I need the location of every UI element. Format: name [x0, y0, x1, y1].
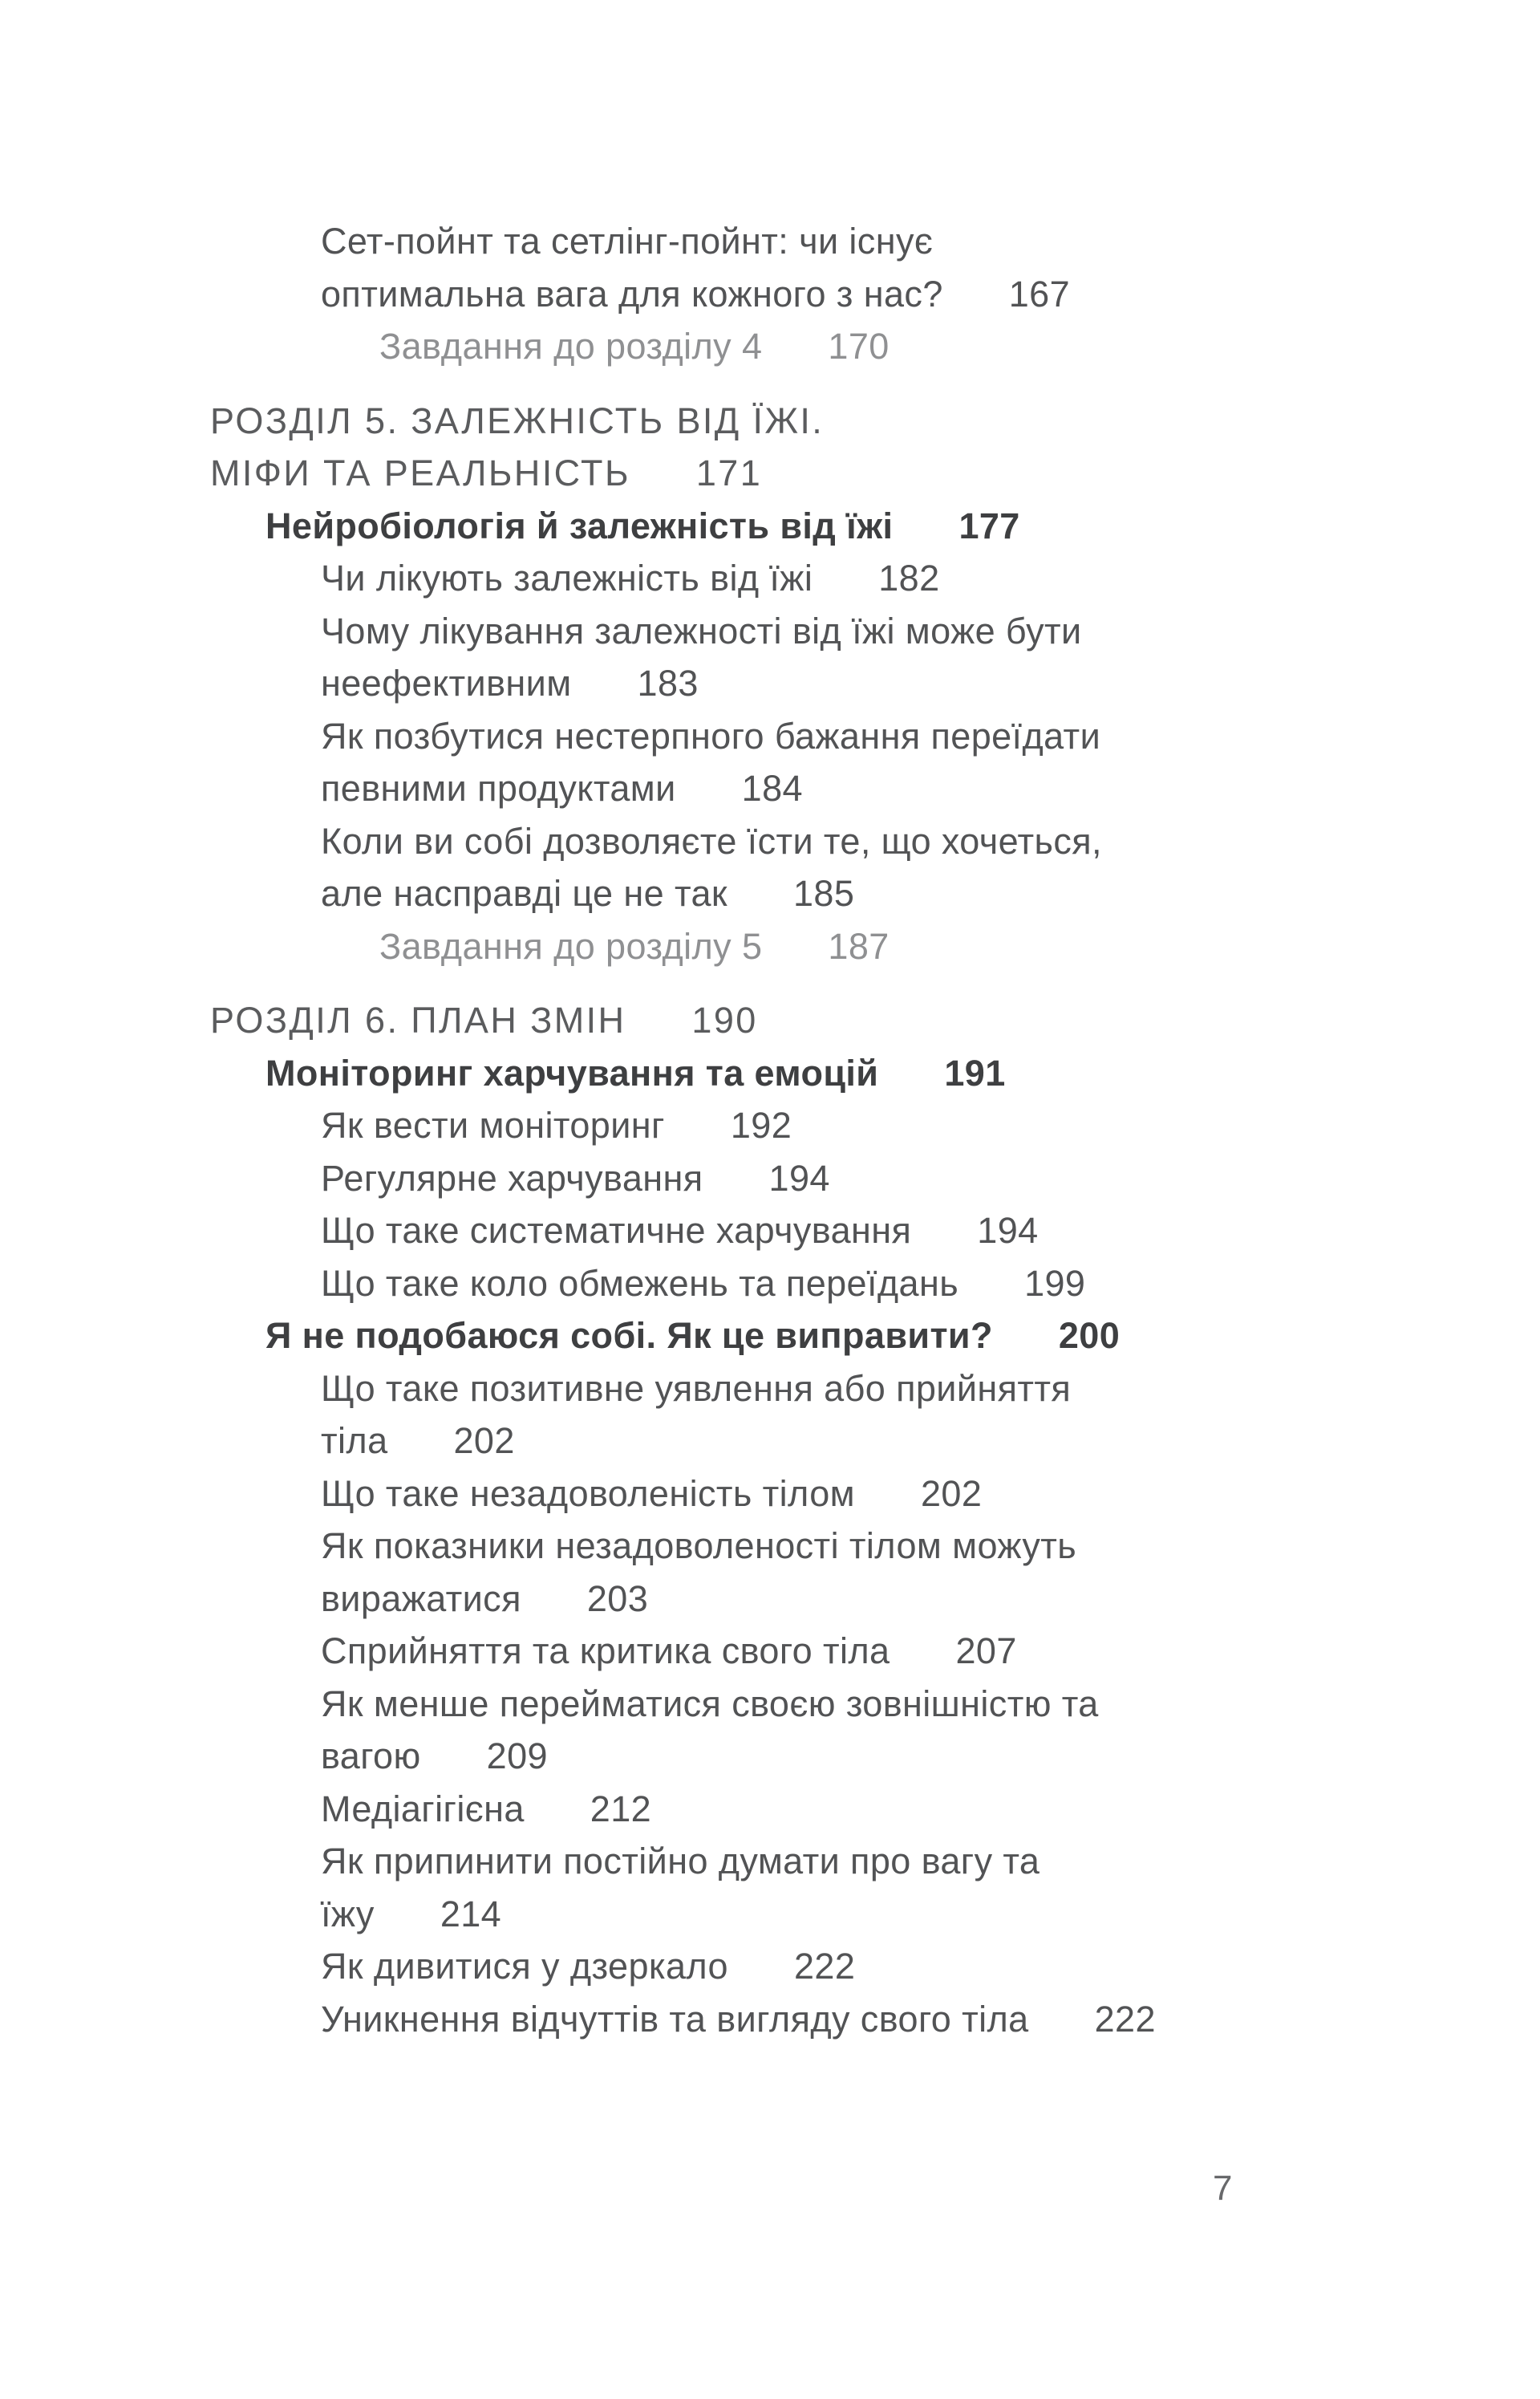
toc-line [321, 1835, 1461, 1888]
toc-line-text: певними продуктами [321, 768, 676, 809]
toc-page-number: 209 [486, 1735, 548, 1776]
toc-page-number: 199 [1024, 1262, 1086, 1304]
toc-line [321, 1783, 1461, 1836]
toc-line [321, 1099, 1461, 1152]
toc-page-number: 191 [944, 1052, 1006, 1094]
toc-line [379, 320, 1461, 373]
toc-line-text: Що таке позитивне уявлення або прийняття [321, 1367, 1072, 1409]
toc-line [321, 710, 1461, 763]
toc-line-text: МІФИ ТА РЕАЛЬНІСТЬ [210, 453, 630, 493]
toc-line [210, 447, 1461, 500]
toc-page-number: 222 [1094, 1998, 1156, 2040]
toc-line [321, 867, 1461, 920]
toc-line-text: Уникнення відчуттів та вигляду свого тіла [321, 1998, 1029, 2040]
toc-page-number: 192 [730, 1105, 792, 1146]
toc-line [321, 552, 1461, 605]
toc-line-text: Що таке коло обмежень та переїдань [321, 1262, 959, 1304]
toc-line [321, 1940, 1461, 1993]
toc-line [321, 215, 1461, 268]
toc-line [321, 1152, 1461, 1205]
toc-line [321, 815, 1461, 868]
toc-page-number: 171 [695, 453, 763, 493]
toc-page-number: 202 [920, 1472, 983, 1514]
toc-line [321, 1467, 1461, 1520]
toc-line-text: тіла [321, 1420, 388, 1461]
toc-page-number: 200 [1058, 1315, 1121, 1356]
toc-line-text: Чи лікують залежність від їжі [321, 558, 813, 599]
toc-line [321, 1520, 1461, 1573]
toc-line-text: Регулярне харчування [321, 1157, 703, 1199]
toc-page-number: 183 [637, 663, 699, 704]
toc-line-text: виражатися [321, 1577, 521, 1619]
toc-line [379, 920, 1461, 973]
toc-line-text: Медіагігієна [321, 1788, 525, 1829]
toc-line-text: Завдання до розділу 4 [379, 326, 763, 367]
toc-line-text: Сет-пойнт та сетлінг-пойнт: чи існує [321, 221, 934, 262]
toc-line-text: вагою [321, 1735, 421, 1776]
toc-page-number: 182 [878, 558, 940, 599]
toc-line [210, 395, 1461, 448]
toc-line [321, 1678, 1461, 1731]
toc-page-number: 214 [440, 1893, 502, 1934]
toc-line-text: Як вести моніторинг [321, 1105, 665, 1146]
toc-page-number: 190 [691, 1000, 758, 1041]
toc-line-text: Як припинити постійно думати про вагу та [321, 1841, 1040, 1881]
toc-line-text: оптимальна вага для кожного з нас? [321, 273, 943, 315]
toc-line-text: Що таке систематичне харчування [321, 1210, 912, 1251]
toc-line [321, 1625, 1461, 1678]
toc-page-number: 170 [828, 326, 890, 367]
toc-line-text: РОЗДІЛ 6. ПЛАН ЗМІН [210, 1000, 626, 1041]
toc-page-number: 222 [793, 1946, 856, 1987]
toc-line-text: неефективним [321, 663, 572, 704]
toc-line [321, 1257, 1461, 1310]
toc-line-text: Як менше перейматися своєю зовнішністю та [321, 1683, 1099, 1724]
toc-line-text: Що таке незадоволеність тілом [321, 1472, 855, 1514]
toc-line-text: Чому лікування залежності від їжі може бути [321, 610, 1082, 652]
toc-line [321, 1204, 1461, 1257]
toc-line-text: Нейробіологія й залежність від їжі [265, 505, 894, 546]
toc-line-text: Завдання до розділу 5 [379, 925, 763, 967]
toc-page-number: 167 [1008, 273, 1071, 315]
toc-line-text: Сприйняття та критика свого тіла [321, 1630, 890, 1671]
toc-page-number: 207 [955, 1630, 1017, 1671]
toc-line [210, 994, 1461, 1047]
toc-line-text: їжу [321, 1893, 375, 1934]
toc-page-number: 194 [768, 1157, 830, 1199]
toc-line [265, 500, 1461, 553]
toc-page-number: 203 [586, 1577, 649, 1619]
toc-line [321, 1730, 1461, 1783]
toc-line [321, 1888, 1461, 1941]
toc-page-number: 184 [741, 768, 803, 809]
toc-line [321, 1993, 1461, 2046]
toc-line [321, 1415, 1461, 1467]
toc-line-text: але насправді це не так [321, 873, 727, 914]
toc-line-text: Як показники незадоволеності тілом можуть [321, 1525, 1077, 1566]
table-of-contents [210, 215, 1461, 2045]
toc-line-text: РОЗДІЛ 5. ЗАЛЕЖНІСТЬ ВІД ЇЖІ. [210, 400, 825, 441]
toc-page-number: 177 [958, 505, 1020, 546]
toc-page-number: 187 [828, 925, 890, 967]
toc-line [321, 657, 1461, 710]
toc-line [321, 1362, 1461, 1415]
toc-line [265, 1309, 1461, 1362]
toc-line-text: Як дивитися у дзеркало [321, 1946, 728, 1987]
toc-line-text: Моніторинг харчування та емоцій [265, 1052, 879, 1094]
toc-line-text: Коли ви собі дозволяєте їсти те, що хочеться, [321, 820, 1102, 862]
toc-line [321, 762, 1461, 815]
toc-line [265, 1047, 1461, 1100]
toc-page-number: 212 [590, 1788, 652, 1829]
page-number: 7 [1213, 2169, 1233, 2208]
toc-line [321, 1573, 1461, 1626]
toc-line [321, 605, 1461, 658]
toc-line-text: Як позбутися нестерпного бажання переїдати [321, 715, 1101, 757]
toc-line-text: Я не подобаюся собі. Як це виправити? [265, 1315, 993, 1356]
toc-page-number: 202 [453, 1420, 515, 1461]
toc-line [321, 268, 1461, 321]
toc-page-number: 194 [977, 1210, 1039, 1251]
toc-page-number: 185 [792, 873, 855, 914]
